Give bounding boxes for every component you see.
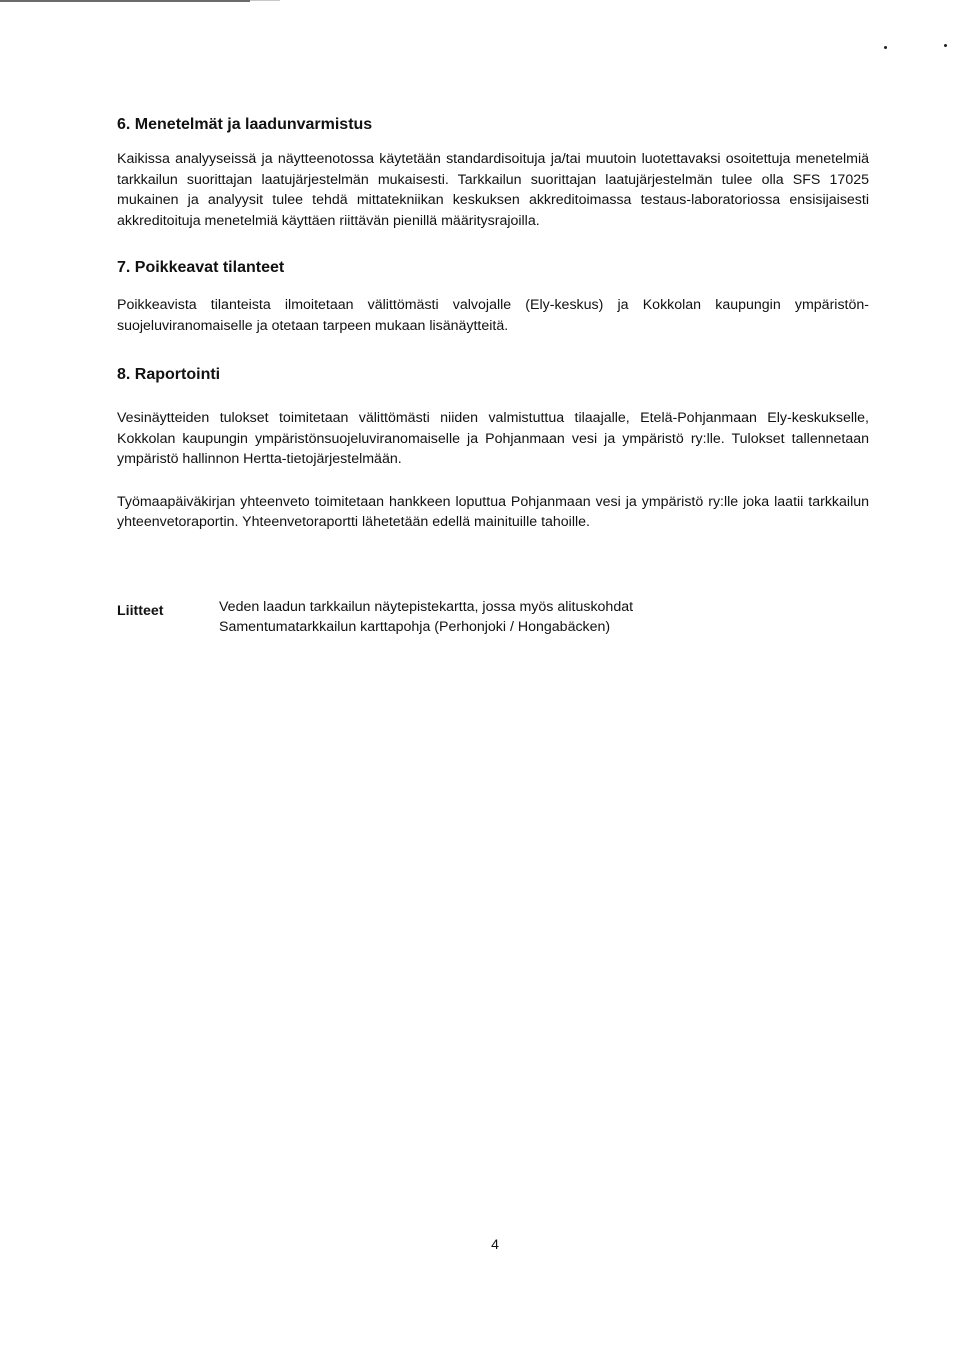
section-6-heading: 6. Menetelmät ja laadunvarmistus	[117, 116, 373, 133]
section-8-paragraph-1: Vesinäytteiden tulokset toimitetaan välittömästi niiden valmistuttua tilaajalle, Etelä-Pohjanmaan Ely-keskukselle, Kokkolan kaupungin ympäristönsuojeluviranomaiselle ja Pohjanmaan vesi ja ympäristö ry:lle. Tulokset tallennetaan ympäristö hallinnon Hertta-tietojärjestelmään.	[117, 410, 869, 467]
document-body	[117, 108, 869, 638]
section-7-paragraph: Poikkeavista tilanteista ilmoitetaan välittömästi valvojalle (Ely-keskus) ja Kokkolan kaupungin ympäristön-suojeluviranomaiselle ja otetaan tarpeen mukaan lisänäytteitä.	[117, 297, 869, 334]
section-8-paragraph-2: Työmaapäiväkirjan yhteenveto toimitetaan hankkeen loputtua Pohjanmaan vesi ja ympäristö ry:lle joka laatii tarkkailun yhteenvetoraportin. Yhteenvetoraportti lähetetään edellä mainituille tahoille.	[117, 493, 869, 530]
scan-speck	[944, 44, 947, 47]
attachments-list	[219, 597, 633, 638]
attachment-item: Veden laadun tarkkailun näytepistekartta, jossa myös alituskohdat	[219, 598, 634, 615]
section-7-heading: 7. Poikkeavat tilanteet	[117, 259, 285, 276]
section-8-heading: 8. Raportointi	[117, 366, 221, 383]
scan-edge-line-faint	[250, 0, 280, 1]
scan-edge-line	[0, 0, 250, 2]
scan-speck	[884, 46, 887, 49]
section-6-paragraph: Kaikissa analyyseissä ja näytteenotossa käytetään standardisoituja ja/tai muutoin luotettavaksi osoitettuja menetelmiä tarkkailun suorittajan laatujärjestelmän mukaisesti. Tarkkailun suorittajan laatujärjestelmän tulee olla SFS 17025 mukainen ja analyysit tulee tehdä mittatekniikan keskuksen akkreditoimassa testaus-laboratoriossa ensisijaisesti akkreditoituja menetelmiä käyttäen riittävän pienillä määritysrajoilla.	[117, 151, 869, 229]
attachments-label: Liitteet	[117, 602, 164, 619]
attachments-block	[117, 597, 869, 638]
page-number: 4	[491, 1236, 499, 1252]
attachment-item: Samentumatarkkailun karttapohja (Perhonjoki / Hongabäcken)	[219, 619, 611, 635]
